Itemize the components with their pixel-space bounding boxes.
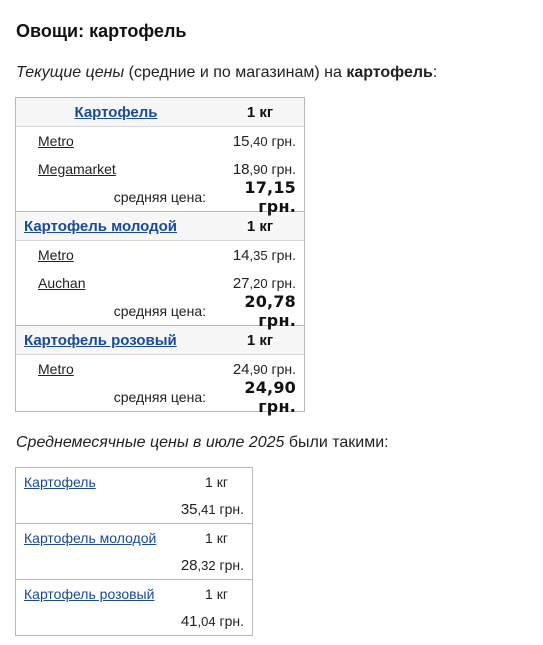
product-link-kartofel[interactable]: Картофель bbox=[74, 103, 158, 121]
monthly-price-row bbox=[16, 552, 252, 579]
monthly-price-row bbox=[16, 608, 252, 635]
monthly-name-row bbox=[16, 468, 252, 496]
price-integer: 28 bbox=[180, 557, 198, 574]
intro-bold: картофель bbox=[346, 64, 433, 81]
product-link-kartofel-molodoy[interactable]: Картофель молодой bbox=[24, 217, 178, 235]
shop-price bbox=[216, 361, 304, 378]
shop-row bbox=[16, 241, 304, 269]
average-price-row bbox=[16, 378, 304, 416]
price-integer: 14 bbox=[232, 246, 250, 264]
average-price-value: 17,15 грн. bbox=[244, 178, 296, 216]
monthly-intro-end: были такими: bbox=[284, 434, 389, 451]
shop-row bbox=[16, 127, 304, 155]
monthly-name-row bbox=[16, 580, 252, 608]
price-integer: 15 bbox=[232, 132, 250, 150]
monthly-prices-intro bbox=[16, 434, 389, 452]
monthly-unit: 1 кг bbox=[205, 586, 228, 602]
average-price-row bbox=[16, 178, 304, 216]
product-header-row bbox=[16, 98, 304, 127]
price-currency: грн. bbox=[267, 274, 296, 291]
average-price-value: 24,90 грн. bbox=[244, 378, 296, 416]
price-currency: грн. bbox=[215, 557, 244, 573]
monthly-product-group bbox=[16, 523, 252, 579]
monthly-product-link-kartofel-rozovyy[interactable]: Картофель розовый bbox=[24, 586, 155, 602]
product-unit: 1 кг bbox=[246, 103, 274, 121]
shop-price bbox=[216, 247, 304, 264]
monthly-product-group bbox=[16, 579, 252, 635]
average-price-label: средняя цена: bbox=[113, 389, 206, 405]
monthly-product-link-kartofel-molodoy[interactable]: Картофель молодой bbox=[24, 530, 157, 546]
price-decimal: ,40 bbox=[249, 133, 268, 149]
price-decimal: ,90 bbox=[249, 361, 268, 377]
monthly-unit: 1 кг bbox=[205, 474, 228, 490]
average-price-label: средняя цена: bbox=[113, 303, 206, 319]
monthly-name-row bbox=[16, 524, 252, 552]
current-prices-table bbox=[15, 97, 305, 416]
shop-link-auchan[interactable]: Auchan bbox=[38, 275, 86, 291]
current-prices-intro bbox=[16, 64, 437, 82]
product-link-kartofel-rozovyy[interactable]: Картофель розовый bbox=[24, 331, 177, 349]
monthly-product-group bbox=[16, 468, 252, 523]
shop-link-megamarket[interactable]: Megamarket bbox=[38, 161, 116, 177]
monthly-prices-table bbox=[15, 467, 253, 636]
average-price-value: 20,78 грн. bbox=[244, 292, 296, 330]
shop-link-metro[interactable]: Metro bbox=[38, 247, 74, 263]
monthly-price-row bbox=[16, 496, 252, 523]
product-unit: 1 кг bbox=[246, 331, 274, 349]
intro-middle: (средние и по магазинам) на bbox=[124, 64, 347, 81]
price-currency: грн. bbox=[215, 613, 244, 629]
price-decimal: ,04 bbox=[197, 614, 216, 629]
price-integer: 35 bbox=[180, 501, 198, 518]
intro-italic: Текущие цены bbox=[16, 64, 125, 81]
price-decimal: ,90 bbox=[249, 161, 268, 177]
monthly-intro-italic: Среднемесячные цены в июле 2025 bbox=[16, 434, 285, 451]
price-currency: грн. bbox=[267, 360, 296, 377]
monthly-product-link-kartofel[interactable]: Картофель bbox=[24, 474, 96, 490]
shop-price bbox=[216, 161, 304, 178]
average-price-row bbox=[16, 292, 304, 330]
price-decimal: ,35 bbox=[249, 247, 268, 263]
average-price-label: средняя цена: bbox=[113, 189, 206, 205]
shop-price bbox=[216, 133, 304, 150]
price-decimal: ,20 bbox=[249, 275, 268, 291]
price-currency: грн. bbox=[215, 501, 244, 517]
shop-link-metro[interactable]: Metro bbox=[38, 133, 74, 149]
page-title: Овощи: картофель bbox=[16, 21, 187, 41]
monthly-price bbox=[16, 613, 252, 630]
price-currency: грн. bbox=[267, 246, 296, 263]
price-integer: 24 bbox=[232, 360, 250, 378]
monthly-price bbox=[16, 557, 252, 574]
price-integer: 18 bbox=[232, 160, 250, 178]
monthly-unit: 1 кг bbox=[205, 530, 228, 546]
price-decimal: ,41 bbox=[197, 502, 216, 517]
price-integer: 27 bbox=[232, 274, 250, 292]
price-currency: грн. bbox=[267, 132, 296, 149]
product-unit: 1 кг bbox=[246, 217, 274, 235]
intro-end: : bbox=[432, 64, 438, 81]
price-integer: 41 bbox=[180, 613, 198, 630]
shop-price bbox=[216, 275, 304, 292]
monthly-price bbox=[16, 501, 252, 518]
price-decimal: ,32 bbox=[197, 558, 216, 573]
price-currency: грн. bbox=[267, 160, 296, 177]
shop-link-metro[interactable]: Metro bbox=[38, 361, 74, 377]
